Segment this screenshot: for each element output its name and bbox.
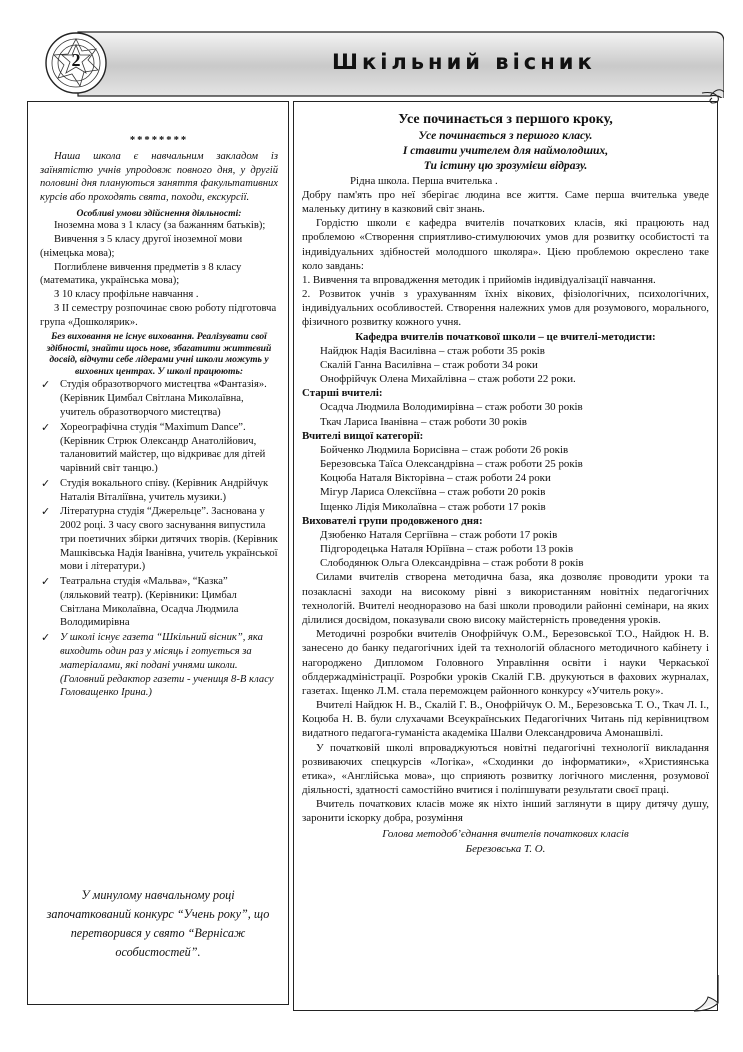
paragraph: Вчителі Найдюк Н. В., Скалій Г. В., Онофрійчук О. М., Березовська Т. О., Ткач Л. І., Коцюба Н. В. були слухачами Всеукраїнських Педагогічних Читань під керівництвом видатного педагога-гуманіста академіка Шалви Олександровича Амонашвілі. <box>302 699 709 740</box>
staff-line: Найдюк Надія Василівна – стаж роботи 35 років <box>320 344 545 357</box>
checkmark-icon: ✓ <box>41 477 51 490</box>
staff-line: Підгородецька Наталя Юріївна – стаж роботи 13 років <box>320 543 574 556</box>
page-number: 2 <box>71 50 81 70</box>
staff-line: Слободянюк Ольга Олександрівна – стаж роботи 8 років <box>320 557 584 570</box>
condition-line: Поглиблене вивчення предметів з 8 класу (математика, українська мова); <box>40 261 242 287</box>
studio-item: ✓ Театральна студія «Мальва», “Казка” (ляльковий театр). (Керівники: Цимбал Світлана Миколаївна, Осадча Людмила Володимирівна <box>41 576 239 629</box>
school-intro: Наша школа є навчальним закладом із заїнятістю учнів упродовж повного дня, у другій половині дня плануються заняття факультативних курсів або проходять свята, походи, екскурсії. <box>40 150 278 204</box>
signature-role: Голова методоб’єднання вчителів початкових класів <box>382 827 629 840</box>
task-item: 2. Розвиток учнів з урахуванням їхніх вікових, фізіологічних, психологічних, індивідуальних особливостей. Створення належних умов для розумового, морального, фізичного розвитку кожного учня. <box>302 288 709 329</box>
staff-line: Дзюбенко Наталя Сергіївна – стаж роботи 17 років <box>320 528 558 541</box>
article-title: Усе починається з першого кроку, <box>398 112 613 127</box>
staff-line: Коцюба Наталя Вікторівна – стаж роботи 24 роки <box>320 472 551 485</box>
paragraph: Методичні розробки вчителів Онофрійчук О.М., Березовської Т.О., Найдюк Н. В. занесено до банку педагогічних ідей та технологій обласного методичного кабінету і нагороджено Дипломом Головного Управління освіти і науки Черкаської облдержадміністрації. Розробки уроків Скалій Г.В. друкуються в фахових журналах, газетах. Іщенко Л.М. стала переможцем районного конкурсу «Учитель року». <box>302 628 709 697</box>
studio-item: ✓ Студія образотворчого мистецтва «Фантазія». (Керівник Цимбал Світлана Миколаївна, учитель образотворчого мистецтва) <box>41 379 267 418</box>
signature-name: Березовська Т. О. <box>465 842 546 855</box>
department-heading: Кафедра вчителів початкової школи – це вчителі-методисти: <box>355 330 656 343</box>
epigraph-line: Усе починається з першого класу. <box>418 129 593 143</box>
condition-line: Вивчення з 5 класу другої іноземної мови (німецька мова); <box>40 234 243 259</box>
staff-line: Осадча Людмила Володимирівна – стаж роботи 30 років <box>320 401 583 414</box>
contest-note: У минулому навчальному році започаткований конкурс “Учень року”, що перетворився у свято “Вернісаж особистостей”. <box>46 888 270 959</box>
paragraph: У початковій школі впроваджуються новітні педагогічні технології викладання розвиваючих спецкурсів «Логіка», «Сходинки до інформатики», «Християнська етика», «Англійська мова», що сприяють розвитку логічного мислення, розумової діяльності, здатності самостійно вчитися і поліпшувати результати своєї праці. <box>302 741 709 797</box>
staff-line: Іщенко Лідія Миколаївна – стаж роботи 17 років <box>320 500 546 513</box>
checkmark-icon: ✓ <box>41 506 51 519</box>
checkmark-icon: ✓ <box>41 421 51 434</box>
paragraph: Силами вчителів створена методична база, яка дозволяє проводити уроки та позакласні заходи на високому рівні з використанням новітніх педагогічних технологій. Вчителі неодноразово на базі школи проводили районні семінари, на яких ділилися досвідом, показували свою високу майстерність проведення уроків. <box>302 571 709 626</box>
epigraph-line: І ставити учителем для наймолодших, <box>402 144 609 158</box>
staff-line: Ткач Лариса Іванівна – стаж роботи 30 років <box>320 415 527 428</box>
task-item: 1. Вивчення та впровадження методик і прийомів індивідуалізації навчання. <box>302 273 656 286</box>
staff-line: Скалій Ганна Василівна – стаж роботи 34 роки <box>320 358 538 371</box>
checkmark-icon: ✓ <box>41 379 51 392</box>
studio-item: ✓ У школі існує газета “Шкільний вісник”, яка виходить один раз у місяць і готується за матеріалами, які подані учнями школи. (Головний редактор газети - учениця 8-В класу Головащенко Ірина.) <box>41 632 274 699</box>
paragraph: Рідна школа. Перша вчителька . <box>350 174 498 187</box>
epigraph-line: Ти істину цю зрозумієш відразу. <box>423 158 588 172</box>
staff-line: Бойченко Людмила Борисівна – стаж роботи 26 років <box>320 443 569 456</box>
staff-heading: Вчителі вищої категорії: <box>302 429 424 442</box>
page-curl-icon <box>688 975 728 1015</box>
staff-heading: Вихователі групи продовженого дня: <box>302 514 483 527</box>
right-column <box>293 101 718 1011</box>
paragraph: Вчитель початкових класів може як ніхто інший заглянути в щиру дитячу душу, заронити іскорку добра, розуміння <box>302 798 709 825</box>
paragraph: Гордістю школи є кафедра вчителів початкових класів, які працюють над проблемою «Створення сприятливо-стимулюючих умов для розвитку особистості та індивідуальних здібностей молодшого школяра». Цією проблемою окреслено таке коло завдань: <box>302 217 709 272</box>
newspaper-title: Шкільний вісник <box>332 50 596 74</box>
condition-line: З ІІ семестру розпочинає свою роботу підготовча група «Дошколярик». <box>40 302 277 328</box>
conditions-heading: Особливі умови здійснення діяльності: <box>76 207 242 219</box>
separator-stars: ******** <box>129 135 189 146</box>
studio-item: ✓ Літературна студія “Джерельце”. Заснована у 2002 році. З часу свого заснування випустила три поетичних збірки дитячих творів. (Керівник Машківська Надія Іванівна, учитель української мови і літератури.) <box>41 506 278 573</box>
paragraph: Добру пам'ять про неї зберігає людина все життя. Саме перша вчителька уведе маленьку дитину в казковий світ знань. <box>302 188 709 216</box>
studio-item: ✓ Хореографічна студія “Maximum Dance”. (Керівник Стрюк Олександр Анатолійович, талановитий майстер, що відкриває для дітей чарівний світ танцю.) <box>41 421 266 475</box>
checkmark-icon: ✓ <box>41 576 51 589</box>
left-column <box>27 101 289 1005</box>
staff-line: Березовська Таїса Олександрівна – стаж роботи 25 років <box>320 458 583 471</box>
workshops-intro: Без виховання не існує виховання. Реалізувати свої здібності, знайти щось нове, збагатити життєвий досвід, відчути себе лідерами учні школи можуть у виховних центрах. У школі працюють: <box>46 331 272 377</box>
studio-item: ✓ Студія вокального співу. (Керівник Андрійчук Наталія Віталіївна, учитель музики.) <box>41 477 269 503</box>
staff-heading: Старші вчителі: <box>302 387 383 400</box>
staff-line: Мігур Лариса Олексіївна – стаж роботи 20 років <box>320 486 546 499</box>
staff-line: Онофрійчук Олена Михайлівна – стаж роботи 22 роки. <box>320 373 576 386</box>
condition-line: З 10 класу профільне навчання . <box>54 289 199 301</box>
condition-line: Іноземна мова з 1 класу (за бажанням батьків); <box>54 220 266 232</box>
checkmark-icon: ✓ <box>41 632 51 645</box>
